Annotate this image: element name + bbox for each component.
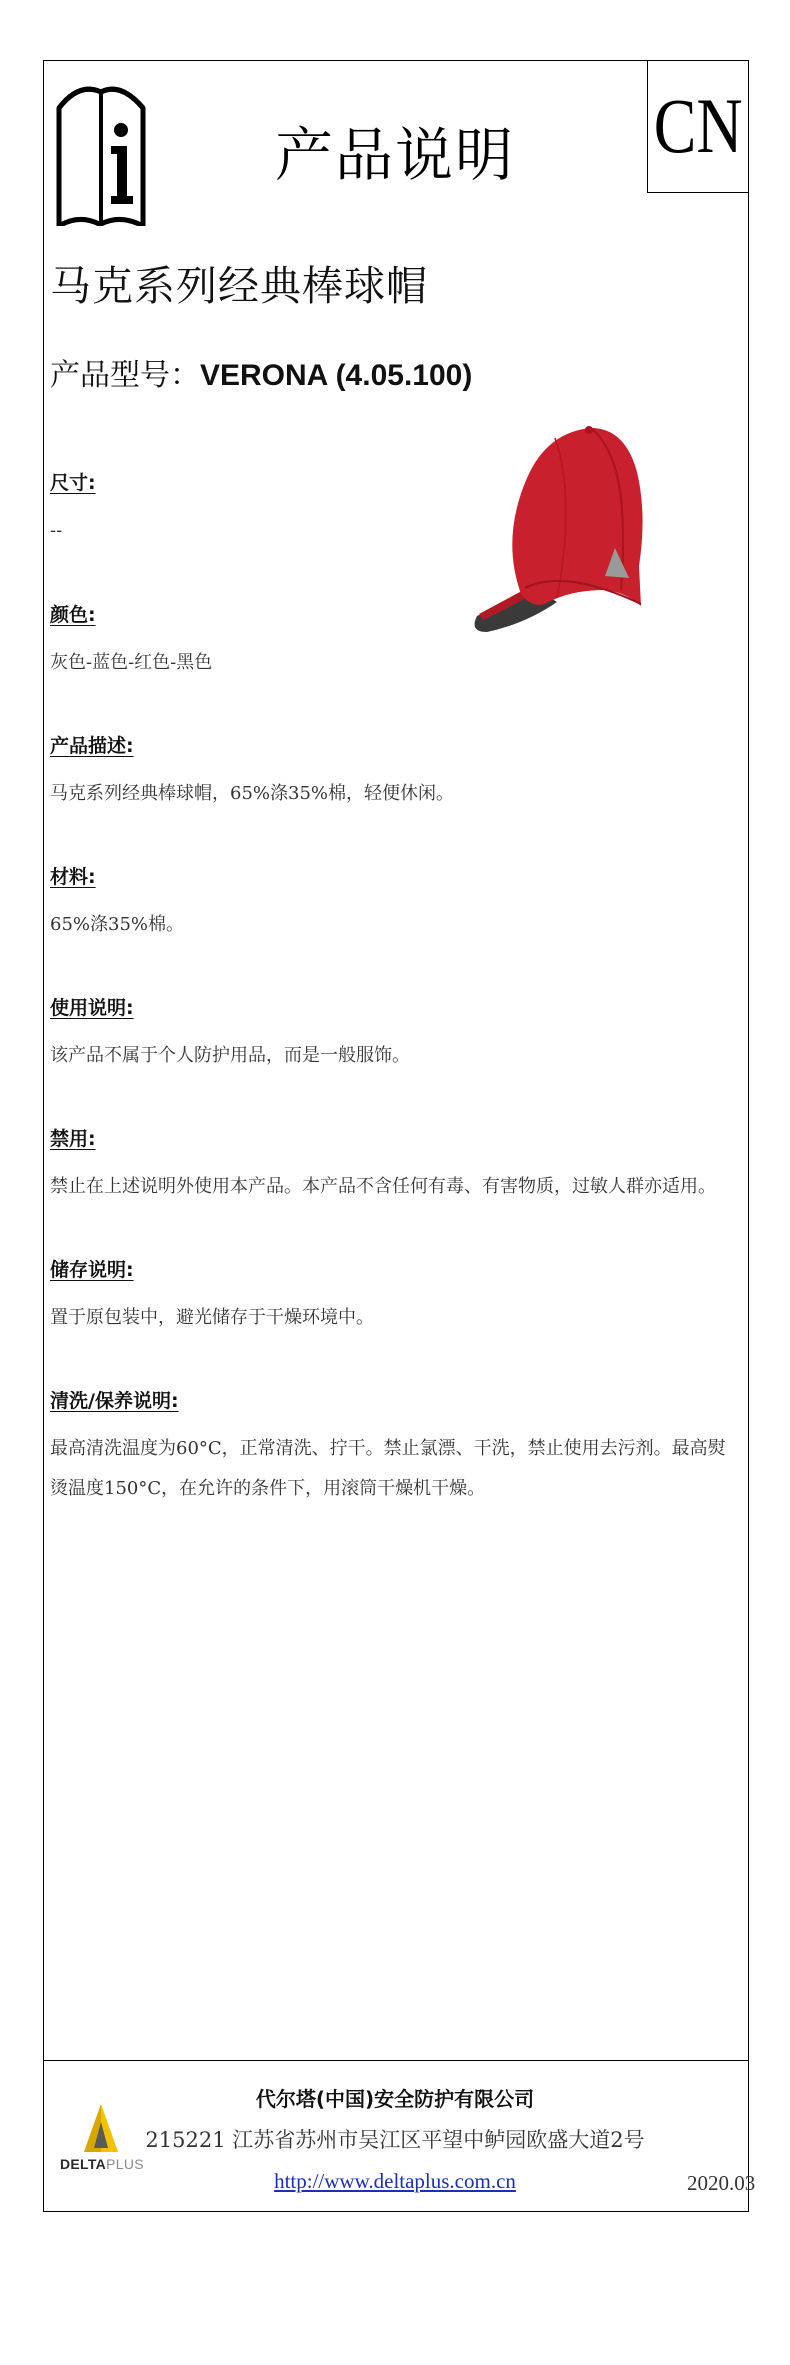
section-text: 置于原包装中，避光储存于干燥环境中。 [50,1307,374,1328]
document-date: 2020.03 [687,2171,756,2195]
section-material [50,864,750,945]
section-description [50,733,750,814]
model-label: 产品型号： [50,358,200,393]
section-label: 清洗/保养说明: [50,1390,179,1412]
model-code: VERONA (4.05.100) [200,359,473,392]
section-label: 禁用: [50,1128,96,1150]
company-name: 代尔塔(中国)安全防护有限公司 [255,2087,535,2111]
section-text: 禁止在上述说明外使用本产品。本产品不含任何有毒、有害物质，过敏人群亦适用。 [50,1176,716,1197]
section-color [50,602,750,683]
section-text: 65%涤35%棉。 [50,914,185,935]
section-prohibited [50,1126,750,1207]
page-title: 产品说明 [274,121,515,189]
section-text: 最高清洗温度为60°C，正常清洗、拧干。禁止氯漂、干洗，禁止使用去污剂。最高熨烫温度150°C，在允许的条件下，用滚筒干燥机干燥。 [50,1438,726,1499]
product-name: 马克系列经典棒球帽 [50,262,428,310]
section-cleaning [50,1388,750,1509]
section-usage [50,995,750,1076]
logo-text-light: PLUS [106,2156,144,2172]
section-label: 尺寸: [50,472,96,494]
section-label: 储存说明: [50,1259,134,1281]
footer-divider [43,2060,749,2061]
product-model [50,350,472,394]
section-label: 使用说明: [50,997,134,1019]
language-code-box [647,60,749,193]
company-address: 215221 江苏省苏州市吴江区平望中鲈园欧盛大道2号 [145,2128,645,2152]
section-size [50,470,750,551]
section-storage [50,1257,750,1338]
section-text: 该产品不属于个人防护用品，而是一般服饰。 [50,1045,410,1066]
section-label: 材料: [50,866,96,888]
language-code: CN [654,82,743,169]
section-text: 灰色-蓝色-红色-黑色 [50,652,213,673]
section-text: 马克系列经典棒球帽，65%涤35%棉，轻便休闲。 [50,783,455,804]
section-text: -- [50,520,63,541]
section-label: 产品描述: [50,735,134,757]
section-label: 颜色: [50,604,96,626]
logo-text-dark: DELTA [60,2156,107,2172]
website-link[interactable]: http://www.deltaplus.com.cn [274,2169,516,2193]
